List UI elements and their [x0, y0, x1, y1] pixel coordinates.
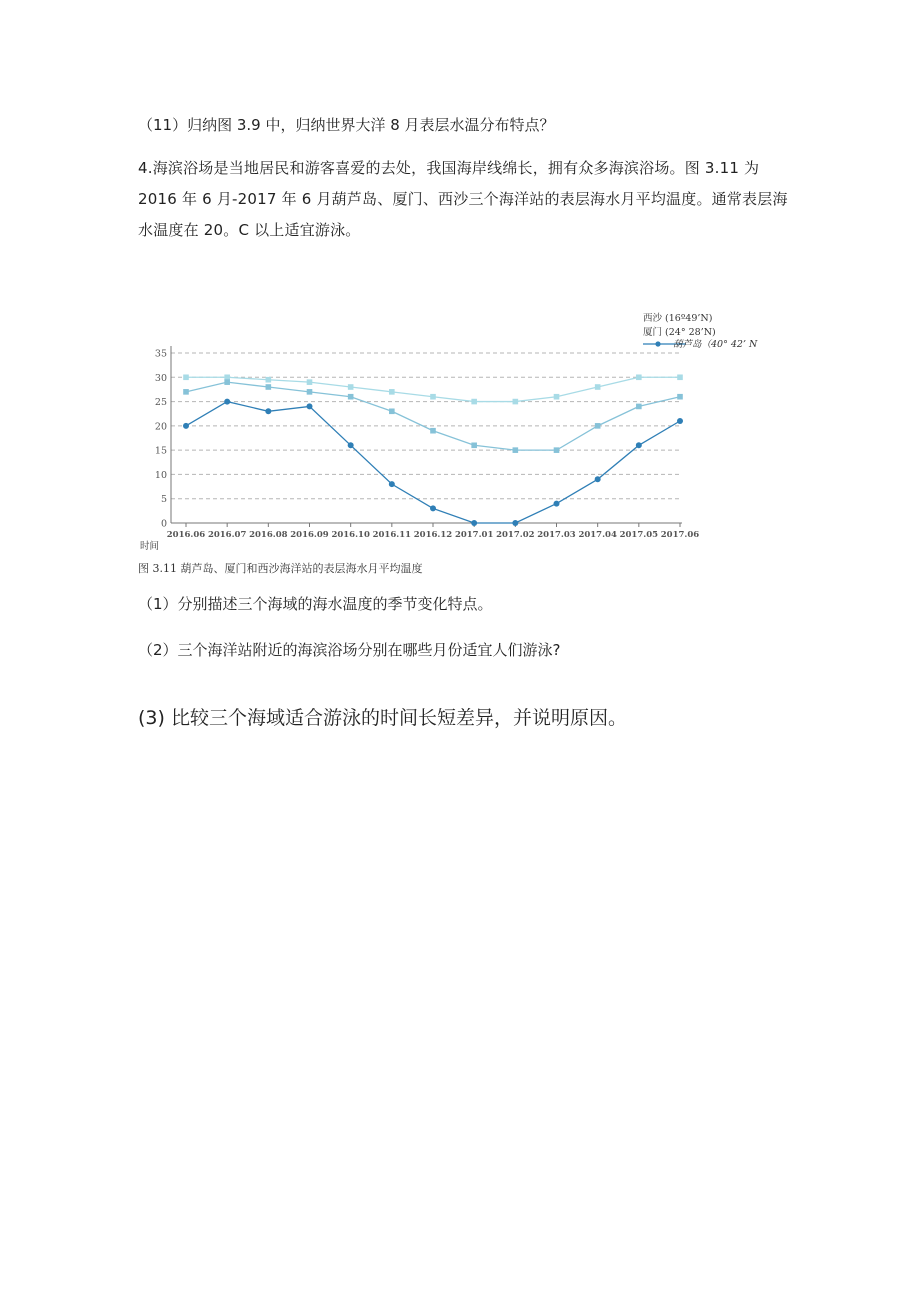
- data-point: [307, 379, 313, 385]
- x-tick-label: 2016.11: [372, 530, 412, 540]
- data-point: [183, 374, 189, 380]
- legend-label: 西沙 (16º49’N): [643, 313, 713, 324]
- data-point: [348, 384, 354, 390]
- question-4-intro: 4.海滨浴场是当地居民和游客喜爱的去处，我国海岸线绵长，拥有众多海滨浴场。图 3.11 为 2016 年 6 月-2017 年 6 月葫芦岛、厦门、西沙三个海洋站的表层海水月平均温度。通常表层海水温度在 20。C 以上适宜游泳。: [138, 159, 788, 239]
- x-tick-label: 2017.06: [660, 530, 700, 540]
- data-point: [266, 377, 272, 383]
- data-point: [513, 447, 519, 453]
- data-point: [595, 476, 601, 482]
- data-point: [266, 384, 272, 390]
- y-tick-label: 30: [154, 372, 167, 384]
- chart-grid: [171, 353, 682, 499]
- data-point: [554, 447, 560, 453]
- y-axis-ticks: [155, 349, 167, 530]
- y-tick-label: 10: [154, 469, 167, 481]
- x-tick-label: 2017.01: [454, 530, 494, 540]
- data-point: [224, 379, 230, 385]
- data-point: [471, 520, 477, 526]
- question-4-2: （2）三个海洋站附近的海滨浴场分别在哪些月份适宜人们游泳?: [138, 641, 561, 659]
- data-point: [513, 399, 519, 405]
- y-tick-label: 35: [154, 348, 167, 360]
- data-point: [677, 374, 683, 380]
- chart-axes: [171, 346, 682, 523]
- x-tick-label: 2016.08: [249, 530, 288, 540]
- legend-marker: [655, 341, 660, 346]
- data-point: [430, 428, 436, 434]
- data-point: [636, 404, 642, 410]
- series-line: [186, 402, 680, 523]
- data-point: [389, 408, 395, 414]
- data-point: [471, 442, 477, 448]
- y-tick-label: 15: [154, 445, 167, 457]
- data-point: [348, 394, 354, 400]
- data-point: [307, 389, 313, 395]
- data-point: [183, 389, 189, 395]
- y-tick-label: 25: [154, 397, 167, 409]
- data-point: [265, 408, 271, 414]
- data-point: [554, 394, 560, 400]
- data-point: [595, 423, 601, 429]
- legend-label: 厦门 (24° 28’N): [643, 327, 716, 338]
- x-tick-label: 2016.12: [413, 530, 453, 540]
- data-point: [389, 389, 395, 395]
- question-4-1: （1）分别描述三个海域的海水温度的季节变化特点。: [138, 595, 493, 613]
- data-point: [595, 384, 601, 390]
- data-point: [471, 399, 477, 405]
- x-tick-label: 2017.02: [496, 530, 535, 540]
- data-point: [636, 442, 642, 448]
- data-point: [554, 501, 560, 507]
- x-tick-label: 2016.10: [331, 530, 370, 540]
- data-point: [307, 403, 313, 409]
- chart-legend: [643, 312, 758, 350]
- data-point: [430, 505, 436, 511]
- y-tick-label: 20: [154, 421, 167, 433]
- x-axis-label: 时间: [140, 541, 160, 552]
- question-11: （11）归纳图 3.9 中，归纳世界大洋 8 月表层水温分布特点？: [138, 116, 555, 134]
- y-tick-label: 0: [160, 518, 167, 530]
- data-point: [677, 418, 683, 424]
- data-point: [512, 520, 518, 526]
- temperature-line-chart: [138, 306, 758, 556]
- y-tick-label: 5: [160, 494, 167, 506]
- x-tick-label: 2016.09: [290, 530, 329, 540]
- x-axis-ticks: [167, 523, 700, 540]
- x-tick-label: 2017.03: [537, 530, 576, 540]
- data-point: [224, 374, 230, 380]
- data-point: [430, 394, 436, 400]
- x-tick-label: 2017.04: [578, 530, 617, 540]
- data-point: [636, 374, 642, 380]
- data-point: [183, 423, 189, 429]
- x-tick-label: 2016.07: [207, 530, 247, 540]
- x-tick-label: 2016.06: [166, 530, 206, 540]
- data-point: [389, 481, 395, 487]
- figure-caption: 图 3.11 葫芦岛、厦门和西沙海洋站的表层海水月平均温度: [138, 562, 423, 575]
- data-point: [348, 442, 354, 448]
- data-point: [224, 399, 230, 405]
- data-point: [677, 394, 683, 400]
- series-line: [186, 382, 680, 450]
- x-tick-label: 2017.05: [619, 530, 659, 540]
- legend-label: 葫芦岛（40° 42’ N: [673, 339, 758, 350]
- question-4-3: (3) 比较三个海域适合游泳的时间长短差异，并说明原因。: [138, 707, 627, 729]
